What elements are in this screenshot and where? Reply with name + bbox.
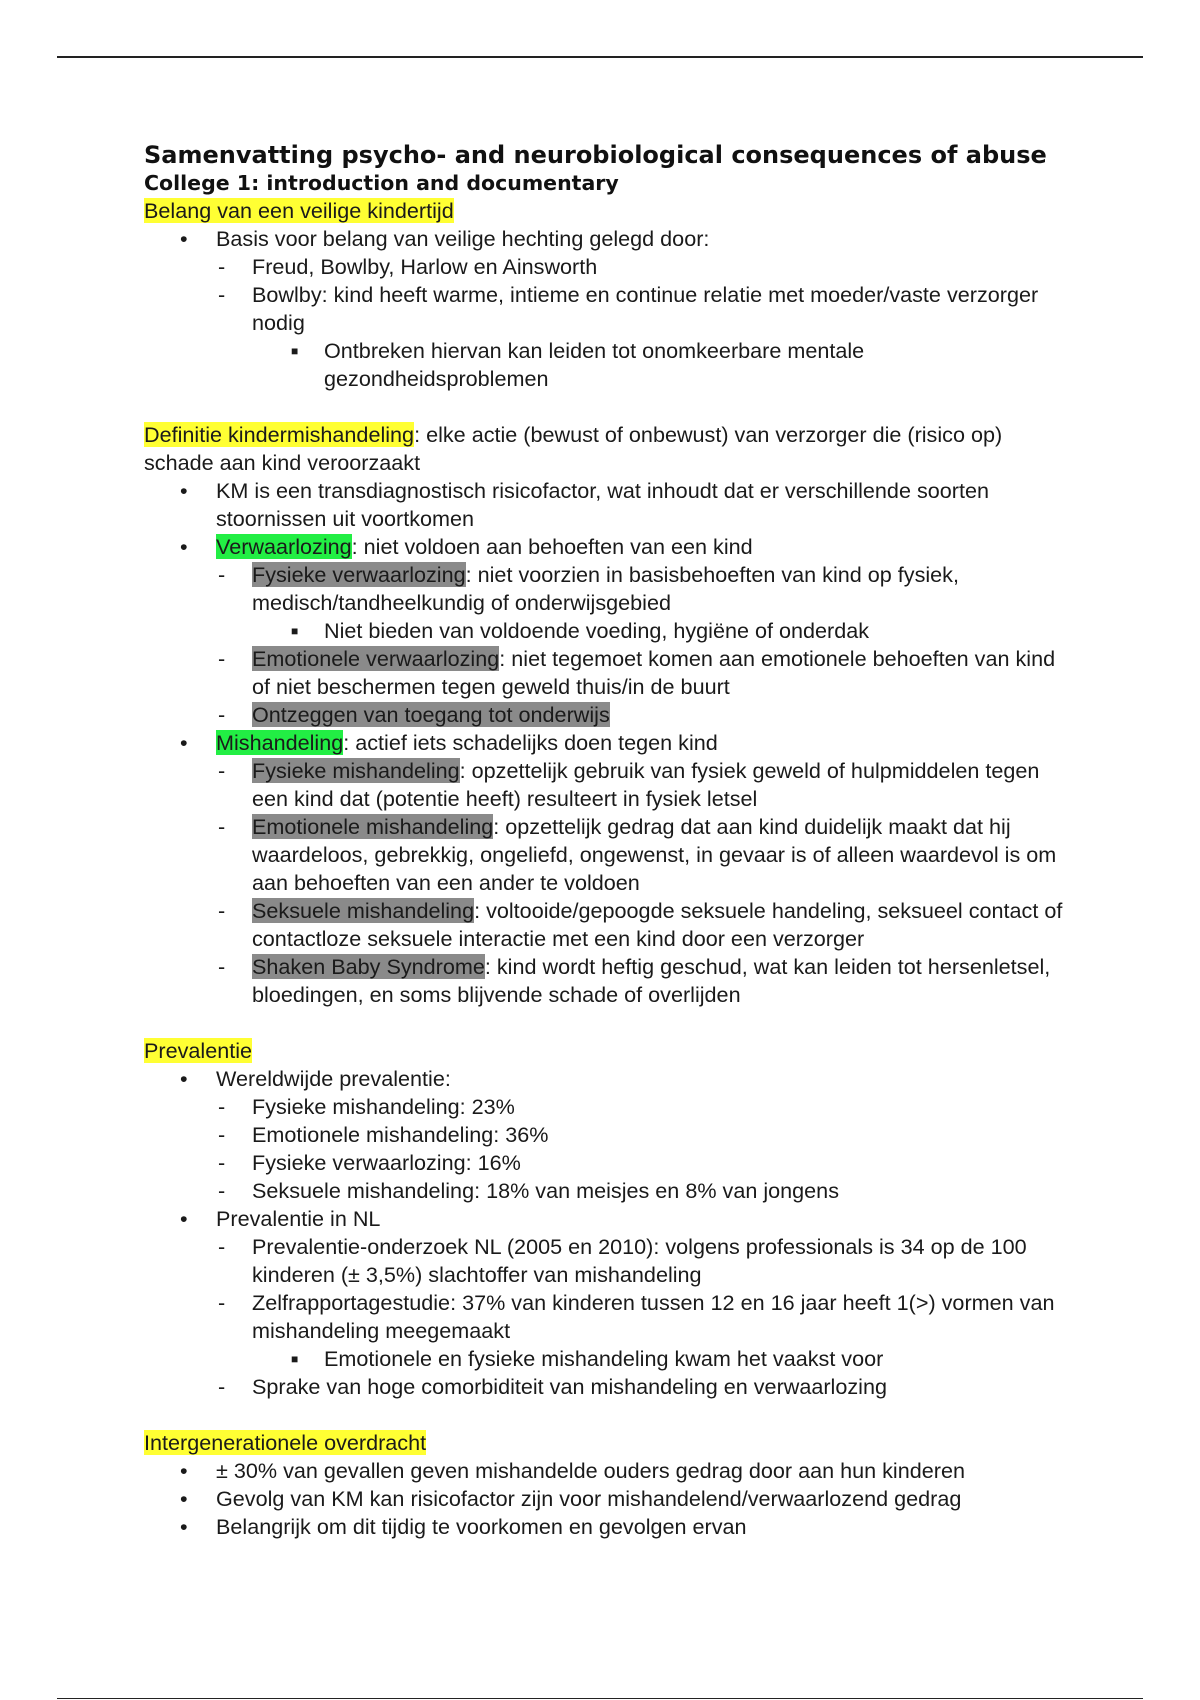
dash-marker: -: [218, 814, 226, 839]
list-item-text: : voltooide/gepoogde seksuele handeling, seksueel contact of contactloze seksuele interactie met een kind door een verzorger: [252, 898, 1063, 951]
definition-paragraph: [144, 421, 1074, 477]
list-item: [144, 281, 1074, 393]
list-item-text: Basis voor belang van veilige hechting gelegd door:: [216, 226, 710, 251]
bullet-marker: •: [180, 534, 188, 559]
definition-text: : elke actie (bewust of onbewust) van verzorger die (risico op) schade aan kind veroorzaakt: [144, 422, 1003, 475]
list-item: [144, 1485, 1074, 1513]
list-item-text: : opzettelijk gebruik van fysiek geweld of hulpmiddelen tegen een kind dat (potentie heeft) resulteert in fysiek letsel: [252, 758, 1040, 811]
bullet-marker: •: [180, 730, 188, 755]
list-item-text: Fysieke verwaarlozing: 16%: [252, 1150, 521, 1175]
square-marker: ■: [291, 344, 299, 358]
list-item: [144, 477, 1074, 533]
section-heading-intergenerationele: [144, 1429, 1074, 1457]
list-item-text: : niet voorzien in basisbehoeften van kind op fysiek, medisch/tandheelkundig of onderwijsgebied: [252, 562, 959, 615]
square-marker: ■: [291, 624, 299, 638]
bullet-marker: •: [180, 1206, 188, 1231]
list-item-text: Seksuele mishandeling: 18% van meisjes en 8% van jongens: [252, 1178, 839, 1203]
dash-marker: -: [218, 254, 226, 279]
bottom-rule: [57, 1698, 1143, 1699]
list-item: [144, 729, 1074, 1009]
list-item-text: KM is een transdiagnostisch risicofactor, wat inhoudt dat er verschillende soorten stoornissen uit voortkomen: [216, 478, 989, 531]
document-title: Samenvatting psycho- and neurobiological consequences of abuse: [144, 141, 1047, 169]
list-item: [144, 1149, 1074, 1177]
highlight-yellow: Prevalentie: [144, 1038, 253, 1063]
list-belang: [144, 225, 1074, 393]
list-intergenerationele: [144, 1457, 1074, 1541]
highlight-green: Mishandeling: [216, 730, 344, 755]
highlight-gray: Fysieke mishandeling: [252, 758, 460, 783]
dash-marker: -: [218, 898, 226, 923]
list-item-text: Zelfrapportagestudie: 37% van kinderen tussen 12 en 16 jaar heeft 1(>) vormen van mishandeling meegemaakt: [252, 1290, 1055, 1343]
sublist: [216, 1233, 1074, 1401]
highlight-gray: Fysieke verwaarlozing: [252, 562, 466, 587]
section-heading-prevalentie: [144, 1037, 1074, 1065]
list-item: [144, 701, 1074, 729]
list-item-text: Freud, Bowlby, Harlow en Ainsworth: [252, 254, 598, 279]
square-marker: ■: [291, 1352, 299, 1366]
list-item: [144, 225, 1074, 393]
highlight-gray: Shaken Baby Syndrome: [252, 954, 485, 979]
highlight-gray: Ontzeggen van toegang tot onderwijs: [252, 702, 610, 727]
list-item: [144, 645, 1074, 701]
list-item: [144, 533, 1074, 729]
highlight-gray: Emotionele mishandeling: [252, 814, 494, 839]
highlight-yellow: Intergenerationele overdracht: [144, 1430, 427, 1455]
list-item-text: Sprake van hoge comorbiditeit van mishandeling en verwaarlozing: [252, 1374, 887, 1399]
dash-marker: -: [218, 1178, 226, 1203]
list-item: [144, 1513, 1074, 1541]
list-item-text: : kind wordt heftig geschud, wat kan leiden tot hersenletsel, bloedingen, en soms blijvende schade of overlijden: [252, 954, 1051, 1007]
list-item: [144, 253, 1074, 281]
list-item: [144, 1093, 1074, 1121]
list-definitie: [144, 477, 1074, 1009]
list-item-text: Fysieke mishandeling: 23%: [252, 1094, 515, 1119]
list-item: [144, 757, 1074, 813]
list-item-text: Ontbreken hiervan kan leiden tot onomkeerbare mentale gezondheidsproblemen: [324, 338, 865, 391]
list-item: [144, 1121, 1074, 1149]
list-item: [144, 1345, 1074, 1373]
document-subtitle: College 1: introduction and documentary: [144, 171, 619, 195]
highlight-gray: Seksuele mishandeling: [252, 898, 475, 923]
list-item: [144, 953, 1074, 1009]
list-item-text: Prevalentie in NL: [216, 1206, 381, 1231]
list-prevalentie: [144, 1065, 1074, 1401]
dash-marker: -: [218, 954, 226, 979]
dash-marker: -: [218, 1122, 226, 1147]
highlight-green: Verwaarlozing: [216, 534, 352, 559]
dash-marker: -: [218, 758, 226, 783]
dash-marker: -: [218, 1234, 226, 1259]
sublist: [216, 253, 1074, 393]
sublist: [252, 1345, 1074, 1373]
spacer: [144, 393, 1074, 421]
list-item-text: Bowlby: kind heeft warme, intieme en continue relatie met moeder/vaste verzorger nodig: [252, 282, 1039, 335]
list-item-text: Wereldwijde prevalentie:: [216, 1066, 451, 1091]
list-item: [144, 1457, 1074, 1485]
list-item-text: Belangrijk om dit tijdig te voorkomen en gevolgen ervan: [216, 1514, 747, 1539]
bullet-marker: •: [180, 1486, 188, 1511]
dash-marker: -: [218, 562, 226, 587]
bullet-marker: •: [180, 1066, 188, 1091]
dash-marker: -: [218, 282, 226, 307]
list-item-text: Niet bieden van voldoende voeding, hygiëne of onderdak: [324, 618, 870, 643]
list-item-text: : actief iets schadelijks doen tegen kind: [343, 730, 718, 755]
sublist: [252, 337, 1074, 393]
list-item-text: Emotionele en fysieke mishandeling kwam het vaakst voor: [324, 1346, 884, 1371]
list-item: [144, 1065, 1074, 1205]
list-item-text: ± 30% van gevallen geven mishandelde ouders gedrag door aan hun kinderen: [216, 1458, 965, 1483]
list-item-text: : niet tegemoet komen aan emotionele behoeften van kind of niet beschermen tegen geweld thuis/in de buurt: [252, 646, 1056, 699]
spacer: [144, 1009, 1074, 1037]
list-item: [144, 561, 1074, 645]
list-item: [144, 1177, 1074, 1205]
dash-marker: -: [218, 1290, 226, 1315]
dash-marker: -: [218, 646, 226, 671]
document-page: [144, 140, 1074, 1541]
dash-marker: -: [218, 1094, 226, 1119]
dash-marker: -: [218, 1150, 226, 1175]
list-item: [144, 1289, 1074, 1373]
sublist: [216, 1093, 1074, 1205]
list-item: [144, 1233, 1074, 1289]
sublist: [216, 561, 1074, 729]
highlight-yellow: Belang van een veilige kindertijd: [144, 198, 454, 223]
list-item-text: : opzettelijk gedrag dat aan kind duidelijk maakt dat hij waardeloos, gebrekkig, ongeliefd, ongewenst, in gevaar is of alleen waardevol is om aan behoeften van een ander te voldoen: [252, 814, 1057, 895]
section-heading-belang: [144, 197, 1074, 225]
bullet-marker: •: [180, 226, 188, 251]
highlight-yellow: Definitie kindermishandeling: [144, 422, 415, 447]
bullet-marker: •: [180, 1514, 188, 1539]
list-item: [144, 1373, 1074, 1401]
top-rule: [57, 56, 1143, 58]
list-item-text: Emotionele mishandeling: 36%: [252, 1122, 549, 1147]
bullet-marker: •: [180, 1458, 188, 1483]
list-item: [144, 617, 1074, 645]
sublist: [216, 757, 1074, 1009]
sublist: [252, 617, 1074, 645]
list-item: [144, 337, 1074, 393]
highlight-gray: Emotionele verwaarlozing: [252, 646, 500, 671]
list-item: [144, 813, 1074, 897]
list-item: [144, 1205, 1074, 1401]
spacer: [144, 1401, 1074, 1429]
bullet-marker: •: [180, 478, 188, 503]
list-item: [144, 897, 1074, 953]
list-item-text: : niet voldoen aan behoeften van een kind: [351, 534, 753, 559]
list-item-text: Prevalentie-onderzoek NL (2005 en 2010): volgens professionals is 34 op de 100 kinderen (± 3,5%) slachtoffer van mishandeling: [252, 1234, 1027, 1287]
dash-marker: -: [218, 1374, 226, 1399]
list-item-text: Gevolg van KM kan risicofactor zijn voor mishandelend/verwaarlozend gedrag: [216, 1486, 962, 1511]
dash-marker: -: [218, 702, 226, 727]
